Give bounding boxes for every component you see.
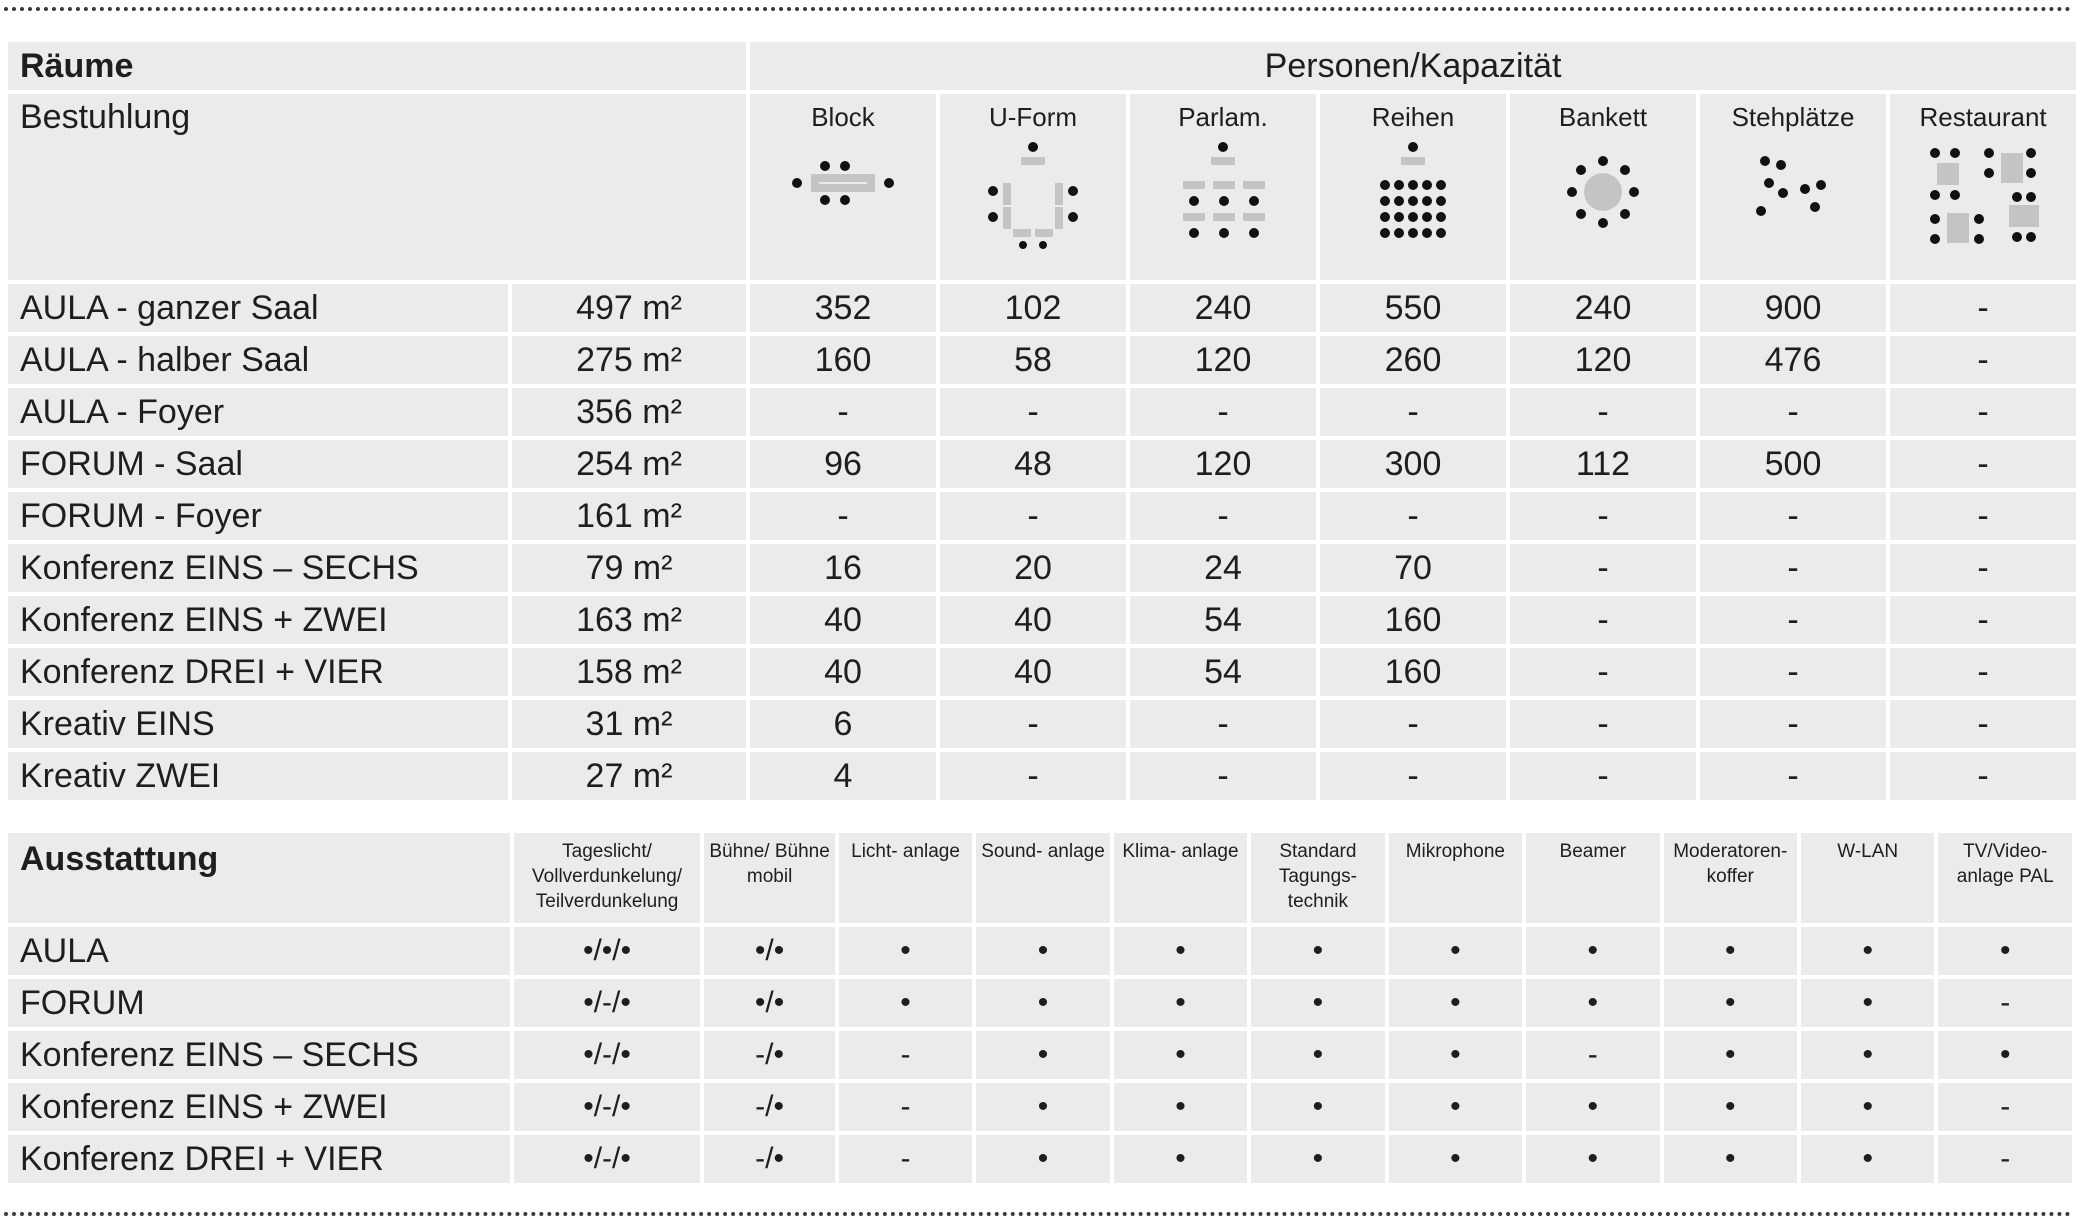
equipment-table xyxy=(4,829,2076,1187)
equipment-value: • xyxy=(976,1083,1109,1131)
capacity-value: - xyxy=(940,752,1126,800)
capacity-value: - xyxy=(750,388,936,436)
capacity-value: - xyxy=(1890,752,2076,800)
equipment-value: -/• xyxy=(704,1135,834,1183)
equipment-value: • xyxy=(1664,927,1797,975)
equipment-value: • xyxy=(1114,979,1247,1027)
equipment-column-header: Licht- anlage xyxy=(839,833,972,923)
room-row xyxy=(8,544,2076,592)
equipment-value: • xyxy=(976,1031,1109,1079)
equipment-value: • xyxy=(1664,1135,1797,1183)
equipment-title: Ausstattung xyxy=(8,833,510,923)
equipment-value: • xyxy=(1114,1083,1247,1131)
capacity-value: 120 xyxy=(1510,336,1696,384)
capacity-value: - xyxy=(1890,388,2076,436)
capacity-value: - xyxy=(1130,700,1316,748)
equipment-row xyxy=(8,927,2072,975)
capacity-value: 24 xyxy=(1130,544,1316,592)
equipment-value: • xyxy=(1801,927,1934,975)
equipment-column-header: Moderatoren- koffer xyxy=(1664,833,1797,923)
equipment-value: • xyxy=(1114,1135,1247,1183)
capacity-value: 160 xyxy=(1320,648,1506,696)
equipment-value: •/-/• xyxy=(514,979,701,1027)
rooms-capacity-table xyxy=(4,38,2076,804)
equipment-column-header: TV/Video- anlage PAL xyxy=(1938,833,2072,923)
seating-col-standing xyxy=(1700,94,1886,280)
block-seating-icon xyxy=(783,151,903,221)
standing-icon xyxy=(1733,147,1853,237)
capacity-value: 500 xyxy=(1700,440,1886,488)
capacity-value: 900 xyxy=(1700,284,1886,332)
equipment-value: • xyxy=(1251,979,1384,1027)
seating-col-parliament xyxy=(1130,94,1316,280)
capacity-value: - xyxy=(1700,648,1886,696)
equipment-value: -/• xyxy=(704,1031,834,1079)
equipment-value: - xyxy=(1938,1135,2072,1183)
equipment-value: - xyxy=(1938,979,2072,1027)
room-row xyxy=(8,700,2076,748)
room-name: AULA - Foyer xyxy=(8,388,508,436)
equipment-value: -/• xyxy=(704,1083,834,1131)
room-row xyxy=(8,648,2076,696)
equipment-row xyxy=(8,979,2072,1027)
equipment-value: •/•/• xyxy=(514,927,701,975)
equipment-value: • xyxy=(1526,979,1659,1027)
capacity-value: - xyxy=(1890,544,2076,592)
equipment-room-name: AULA xyxy=(8,927,510,975)
seating-header-row xyxy=(8,94,2076,280)
room-area: 161 m² xyxy=(512,492,746,540)
capacity-value: 300 xyxy=(1320,440,1506,488)
capacity-value: - xyxy=(1890,596,2076,644)
room-row xyxy=(8,492,2076,540)
capacity-value: - xyxy=(1320,388,1506,436)
equipment-column-header: W-LAN xyxy=(1801,833,1934,923)
equipment-value: •/-/• xyxy=(514,1135,701,1183)
equipment-value: - xyxy=(1938,1083,2072,1131)
equipment-value: • xyxy=(1664,979,1797,1027)
capacity-value: - xyxy=(940,492,1126,540)
equipment-column-header: Sound- anlage xyxy=(976,833,1109,923)
capacity-value: - xyxy=(1320,752,1506,800)
room-row xyxy=(8,440,2076,488)
room-area: 356 m² xyxy=(512,388,746,436)
room-row xyxy=(8,336,2076,384)
equipment-value: • xyxy=(1389,1083,1522,1131)
equipment-value: • xyxy=(1251,1031,1384,1079)
room-area: 79 m² xyxy=(512,544,746,592)
capacity-value: - xyxy=(1700,544,1886,592)
capacity-value: - xyxy=(1130,492,1316,540)
capacity-value: - xyxy=(750,492,936,540)
capacity-value: - xyxy=(1510,544,1696,592)
seating-col-rows xyxy=(1320,94,1506,280)
equipment-row xyxy=(8,1083,2072,1131)
equipment-value: • xyxy=(1389,927,1522,975)
equipment-header-row xyxy=(8,833,2072,923)
capacity-value: - xyxy=(1890,492,2076,540)
equipment-value: •/-/• xyxy=(514,1083,701,1131)
capacity-value: 40 xyxy=(750,648,936,696)
u-form-seating-icon xyxy=(973,139,1093,249)
room-name: Kreativ ZWEI xyxy=(8,752,508,800)
equipment-value: • xyxy=(1114,927,1247,975)
equipment-value: • xyxy=(839,979,972,1027)
capacity-value: 48 xyxy=(940,440,1126,488)
room-row xyxy=(8,596,2076,644)
top-dotted-rule xyxy=(4,7,2072,11)
capacity-value: - xyxy=(1890,440,2076,488)
seating-label: Reihen xyxy=(1371,102,1455,132)
equipment-room-name: Konferenz EINS + ZWEI xyxy=(8,1083,510,1131)
capacity-value: - xyxy=(1890,284,2076,332)
capacity-value: 160 xyxy=(1320,596,1506,644)
equipment-value: • xyxy=(1664,1083,1797,1131)
restaurant-seating-icon xyxy=(1923,139,2043,249)
capacity-value: 70 xyxy=(1320,544,1506,592)
capacity-value: 102 xyxy=(940,284,1126,332)
capacity-value: 58 xyxy=(940,336,1126,384)
capacity-value: - xyxy=(1130,752,1316,800)
room-area: 158 m² xyxy=(512,648,746,696)
capacity-value: 20 xyxy=(940,544,1126,592)
equipment-value: • xyxy=(1251,1135,1384,1183)
room-row xyxy=(8,284,2076,332)
equipment-room-name: Konferenz DREI + VIER xyxy=(8,1135,510,1183)
equipment-value: • xyxy=(1664,1031,1797,1079)
capacity-value: - xyxy=(1890,336,2076,384)
equipment-value: • xyxy=(1801,1031,1934,1079)
capacity-value: 550 xyxy=(1320,284,1506,332)
capacity-value: 96 xyxy=(750,440,936,488)
equipment-value: - xyxy=(839,1083,972,1131)
room-row xyxy=(8,752,2076,800)
equipment-room-name: Konferenz EINS – SECHS xyxy=(8,1031,510,1079)
equipment-room-name: FORUM xyxy=(8,979,510,1027)
equipment-value: • xyxy=(1938,927,2072,975)
capacity-value: 16 xyxy=(750,544,936,592)
equipment-value: • xyxy=(1389,1135,1522,1183)
equipment-value: • xyxy=(976,1135,1109,1183)
capacity-value: - xyxy=(1700,388,1886,436)
capacity-value: 240 xyxy=(1130,284,1316,332)
capacity-value: - xyxy=(1510,648,1696,696)
equipment-value: •/• xyxy=(704,927,834,975)
capacity-value: 120 xyxy=(1130,336,1316,384)
bottom-dotted-rule xyxy=(4,1212,2072,1216)
equipment-row xyxy=(8,1135,2072,1183)
equipment-value: • xyxy=(1801,1135,1934,1183)
capacity-value: 260 xyxy=(1320,336,1506,384)
equipment-value: • xyxy=(1251,927,1384,975)
room-area: 163 m² xyxy=(512,596,746,644)
room-name: FORUM - Foyer xyxy=(8,492,508,540)
equipment-value: • xyxy=(1801,1083,1934,1131)
equipment-value: • xyxy=(839,927,972,975)
capacity-value: - xyxy=(940,388,1126,436)
capacity-value: - xyxy=(1320,492,1506,540)
seating-label: Block xyxy=(811,102,875,132)
equipment-value: • xyxy=(1801,979,1934,1027)
seating-col-banquet xyxy=(1510,94,1696,280)
capacity-value: - xyxy=(1510,596,1696,644)
seating-subtitle: Bestuhlung xyxy=(8,94,746,280)
parliament-seating-icon xyxy=(1163,139,1283,249)
equipment-value: • xyxy=(976,927,1109,975)
capacity-value: - xyxy=(1700,752,1886,800)
capacity-value: - xyxy=(1890,648,2076,696)
equipment-value: • xyxy=(1938,1031,2072,1079)
capacity-value: 352 xyxy=(750,284,936,332)
equipment-value: - xyxy=(839,1031,972,1079)
capacity-value: - xyxy=(1510,492,1696,540)
seating-col-restaurant xyxy=(1890,94,2076,280)
seating-col-block xyxy=(750,94,936,280)
equipment-value: • xyxy=(1526,927,1659,975)
room-name: AULA - halber Saal xyxy=(8,336,508,384)
room-name: Konferenz DREI + VIER xyxy=(8,648,508,696)
room-name: AULA - ganzer Saal xyxy=(8,284,508,332)
capacity-value: 240 xyxy=(1510,284,1696,332)
seating-col-u-form xyxy=(940,94,1126,280)
capacity-value: 54 xyxy=(1130,648,1316,696)
capacity-value: 120 xyxy=(1130,440,1316,488)
equipment-value: • xyxy=(1251,1083,1384,1131)
capacity-value: - xyxy=(940,700,1126,748)
equipment-column-header: Beamer xyxy=(1526,833,1659,923)
room-name: Konferenz EINS – SECHS xyxy=(8,544,508,592)
room-name: Konferenz EINS + ZWEI xyxy=(8,596,508,644)
rooms-title: Räume xyxy=(8,42,746,90)
equipment-value: • xyxy=(1389,1031,1522,1079)
capacity-value: 54 xyxy=(1130,596,1316,644)
capacity-value: 476 xyxy=(1700,336,1886,384)
equipment-column-header: Mikrophone xyxy=(1389,833,1522,923)
equipment-value: •/• xyxy=(704,979,834,1027)
equipment-column-header: Standard Tagungs- technik xyxy=(1251,833,1384,923)
equipment-value: - xyxy=(1526,1031,1659,1079)
capacity-value: 40 xyxy=(940,648,1126,696)
capacity-value: - xyxy=(1320,700,1506,748)
capacity-value: - xyxy=(1700,492,1886,540)
capacity-value: - xyxy=(1700,596,1886,644)
equipment-value: - xyxy=(839,1135,972,1183)
capacity-value: 4 xyxy=(750,752,936,800)
equipment-column-header: Tageslicht/ Vollverdunkelung/ Teilverdunkelung xyxy=(514,833,701,923)
seating-label: Bankett xyxy=(1558,102,1648,132)
capacity-value: - xyxy=(1510,700,1696,748)
capacity-value: - xyxy=(1510,752,1696,800)
capacity-value: - xyxy=(1130,388,1316,436)
equipment-value: • xyxy=(1526,1083,1659,1131)
room-area: 27 m² xyxy=(512,752,746,800)
room-name: FORUM - Saal xyxy=(8,440,508,488)
room-area: 497 m² xyxy=(512,284,746,332)
equipment-column-header: Bühne/ Bühne mobil xyxy=(704,833,834,923)
room-area: 31 m² xyxy=(512,700,746,748)
capacity-value: 40 xyxy=(940,596,1126,644)
banquet-seating-icon xyxy=(1543,147,1663,237)
equipment-value: • xyxy=(1114,1031,1247,1079)
equipment-value: • xyxy=(1526,1135,1659,1183)
rows-seating-icon xyxy=(1353,139,1473,249)
rooms-header-row xyxy=(8,42,2076,90)
capacity-value: 40 xyxy=(750,596,936,644)
equipment-value: • xyxy=(1389,979,1522,1027)
seating-label: Restaurant xyxy=(1919,102,2047,132)
capacity-value: 6 xyxy=(750,700,936,748)
equipment-column-header: Klima- anlage xyxy=(1114,833,1247,923)
room-area: 254 m² xyxy=(512,440,746,488)
seating-label: Stehplätze xyxy=(1731,102,1855,132)
capacity-header: Personen/Kapazität xyxy=(750,42,2076,90)
capacity-value: - xyxy=(1890,700,2076,748)
room-name: Kreativ EINS xyxy=(8,700,508,748)
equipment-row xyxy=(8,1031,2072,1079)
room-area: 275 m² xyxy=(512,336,746,384)
capacity-value: - xyxy=(1510,388,1696,436)
capacity-value: 112 xyxy=(1510,440,1696,488)
seating-label: U-Form xyxy=(988,102,1078,132)
equipment-value: • xyxy=(976,979,1109,1027)
seating-label: Parlam. xyxy=(1178,102,1268,132)
equipment-value: •/-/• xyxy=(514,1031,701,1079)
capacity-value: - xyxy=(1700,700,1886,748)
room-row xyxy=(8,388,2076,436)
capacity-value: 160 xyxy=(750,336,936,384)
